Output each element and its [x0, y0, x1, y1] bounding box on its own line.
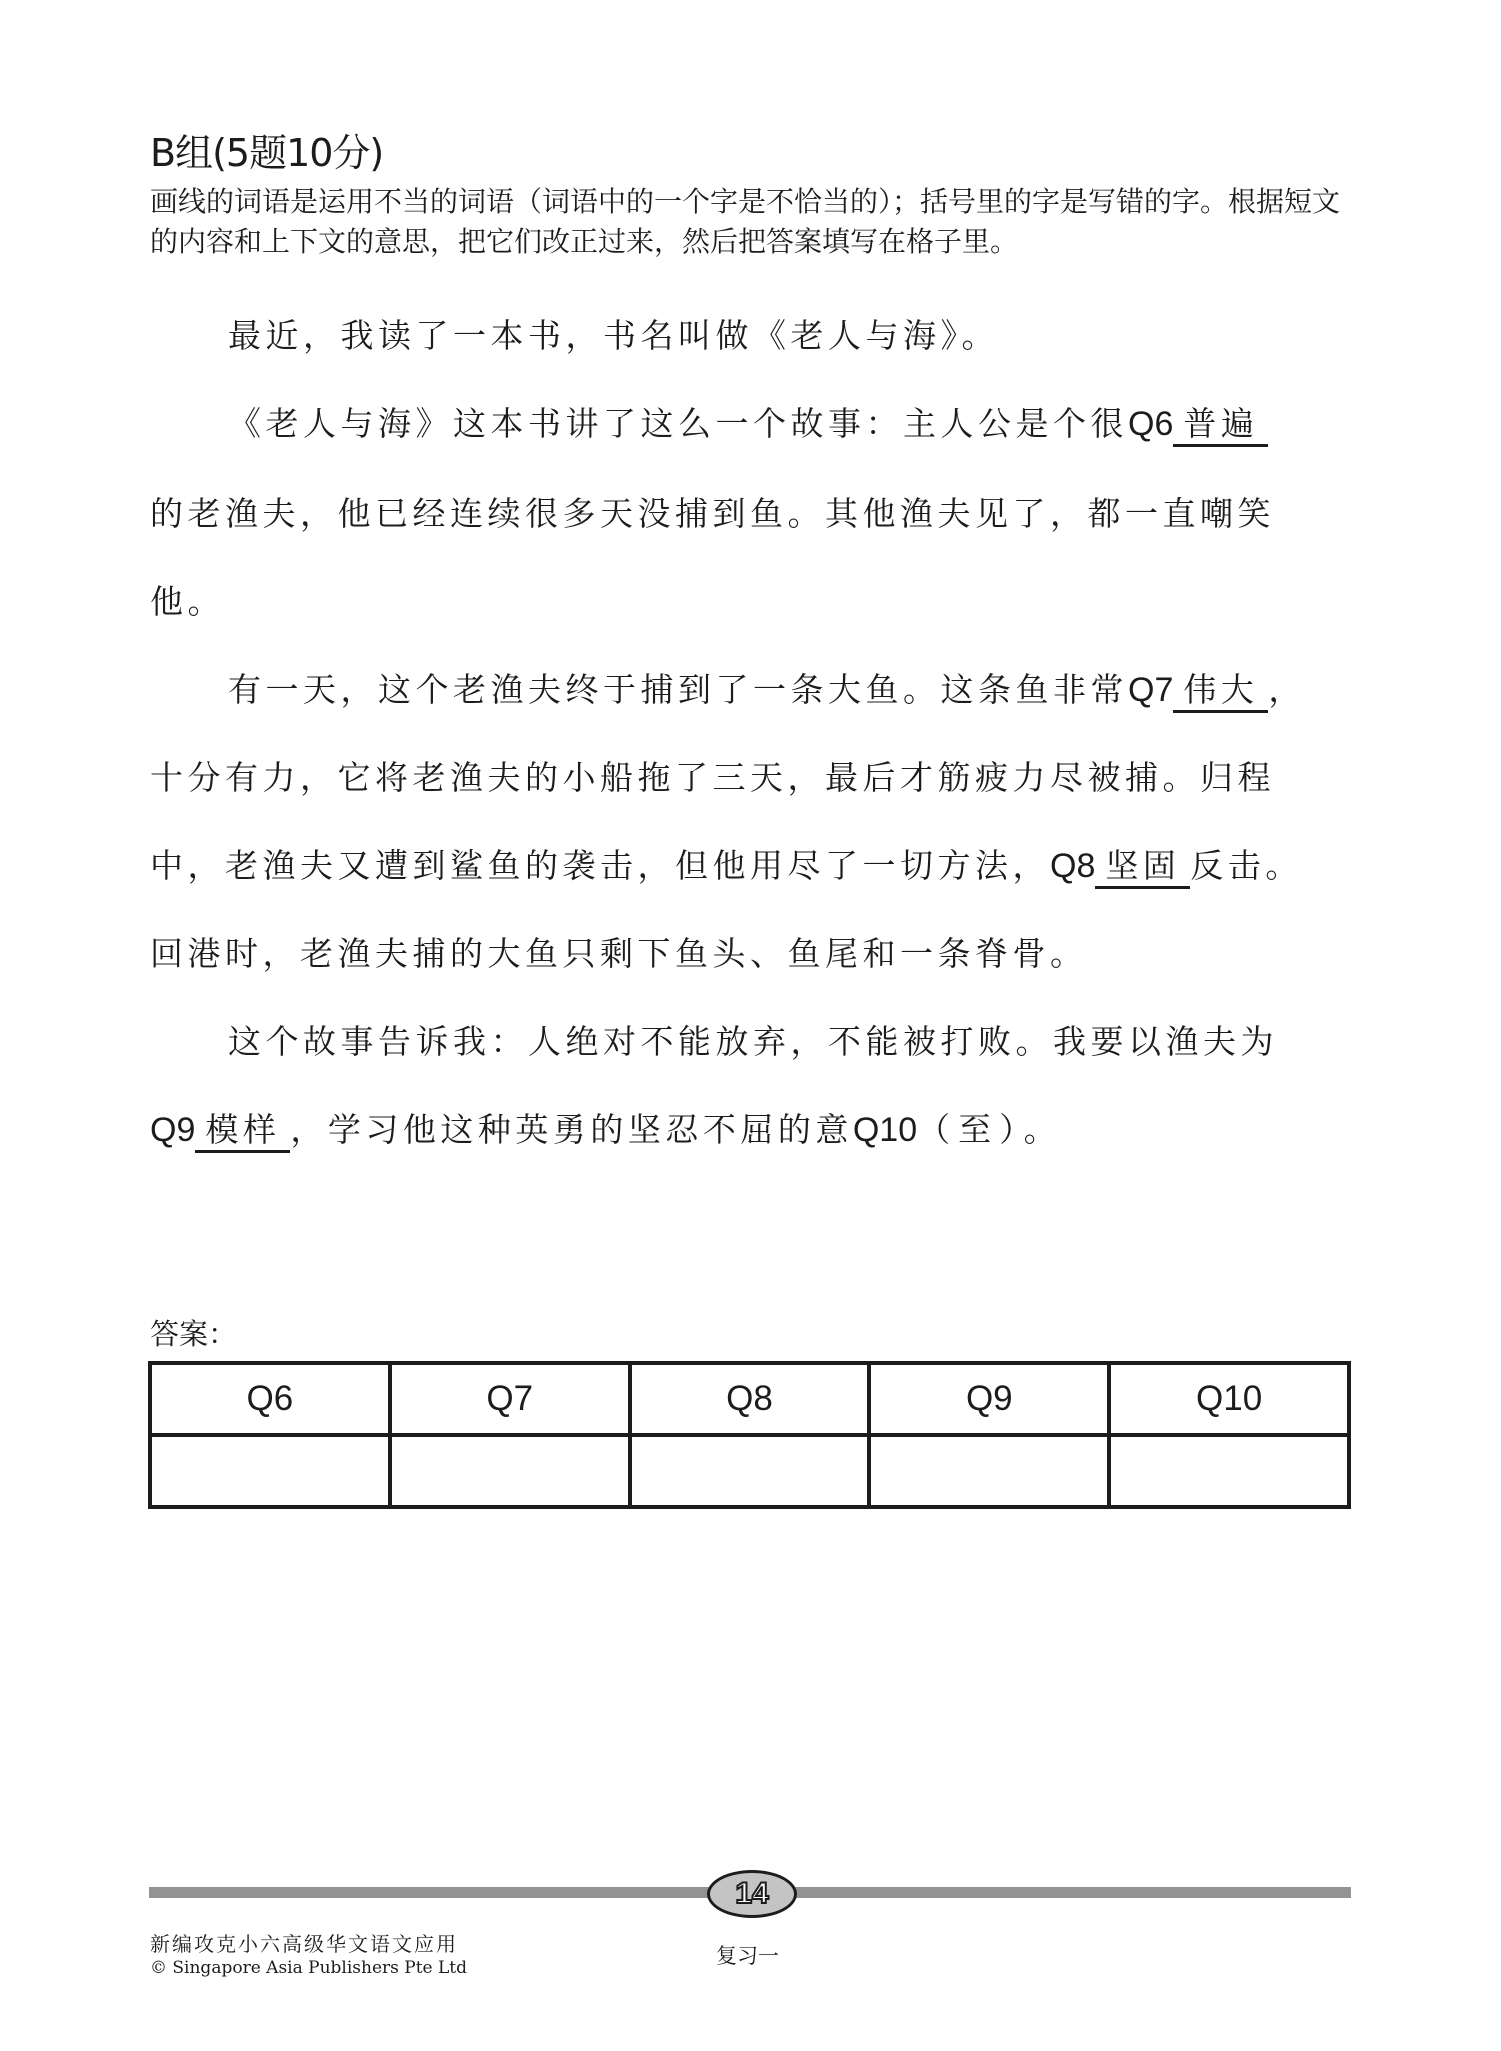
passage-line-7: 中，老渔夫又遭到鲨鱼的袭击，但他用尽了一切方法，Q8 坚固 反击。: [150, 840, 1303, 889]
answer-table: [148, 1361, 1351, 1509]
answer-cell-q8[interactable]: [630, 1435, 870, 1507]
section-title: B组(5题10分): [150, 131, 384, 175]
q10-label: Q10: [852, 1111, 918, 1149]
header-q7: Q7: [390, 1363, 630, 1435]
passage-line-10: Q9 模样 ，学习他这种英勇的坚忍不屈的意Q10（至）。: [150, 1104, 1061, 1153]
passage-line-8: 回港时，老渔夫捕的大鱼只剩下鱼头、鱼尾和一条脊骨。: [150, 934, 1088, 973]
passage-line-4: 他。: [150, 582, 225, 621]
passage-line-6: 十分有力，它将老渔夫的小船拖了三天，最后才筋疲力尽被捕。归程: [150, 758, 1275, 797]
header-q8: Q8: [630, 1363, 870, 1435]
answer-cell-q7[interactable]: [390, 1435, 630, 1507]
q10-bracketed-char: （至）: [917, 1110, 1024, 1149]
copyright: © Singapore Asia Publishers Pte Ltd: [150, 1958, 468, 1978]
q7-underlined-word: 伟大: [1173, 672, 1268, 713]
q6-label: Q6: [1128, 405, 1174, 443]
section-name: 复习一: [716, 1944, 779, 1968]
answer-cell-q10[interactable]: [1109, 1435, 1349, 1507]
q6-underlined-word: 普遍: [1173, 406, 1268, 447]
passage-line-9: 这个故事告诉我：人绝对不能放弃，不能被打败。我要以渔夫为: [228, 1022, 1278, 1061]
answer-cell-q9[interactable]: [869, 1435, 1109, 1507]
answer-input-row: [150, 1435, 1349, 1507]
header-q6: Q6: [150, 1363, 390, 1435]
book-title: 新编攻克小六高级华文语文应用: [150, 1932, 458, 1956]
header-q10: Q10: [1109, 1363, 1349, 1435]
answer-label: 答案：: [150, 1317, 238, 1351]
answer-header-row: [150, 1363, 1349, 1435]
page-number-badge: 14: [707, 1870, 797, 1918]
passage-line-3: 的老渔夫，他已经连续很多天没捕到鱼。其他渔夫见了，都一直嘲笑: [150, 494, 1275, 533]
passage-line-1: 最近，我读了一本书，书名叫做《老人与海》。: [228, 316, 999, 355]
header-q9: Q9: [869, 1363, 1109, 1435]
passage-line-5: 有一天，这个老渔夫终于捕到了一条大鱼。这条鱼非常Q7 伟大 ，: [228, 664, 1306, 713]
q7-label: Q7: [1128, 671, 1174, 709]
q8-underlined-word: 坚固: [1095, 848, 1190, 889]
q9-label: Q9: [150, 1111, 196, 1149]
passage-line-2: 《老人与海》这本书讲了这么一个故事：主人公是个很Q6 普遍: [228, 398, 1268, 447]
answer-cell-q6[interactable]: [150, 1435, 390, 1507]
q8-label: Q8: [1050, 847, 1096, 885]
q9-underlined-word: 模样: [195, 1112, 290, 1153]
instructions: 画线的词语是运用不当的词语（词语中的一个字是不恰当的）；括号里的字是写错的字。根据短文的内容和上下文的意思，把它们改正过来，然后把答案填写在格子里。: [150, 185, 1341, 258]
